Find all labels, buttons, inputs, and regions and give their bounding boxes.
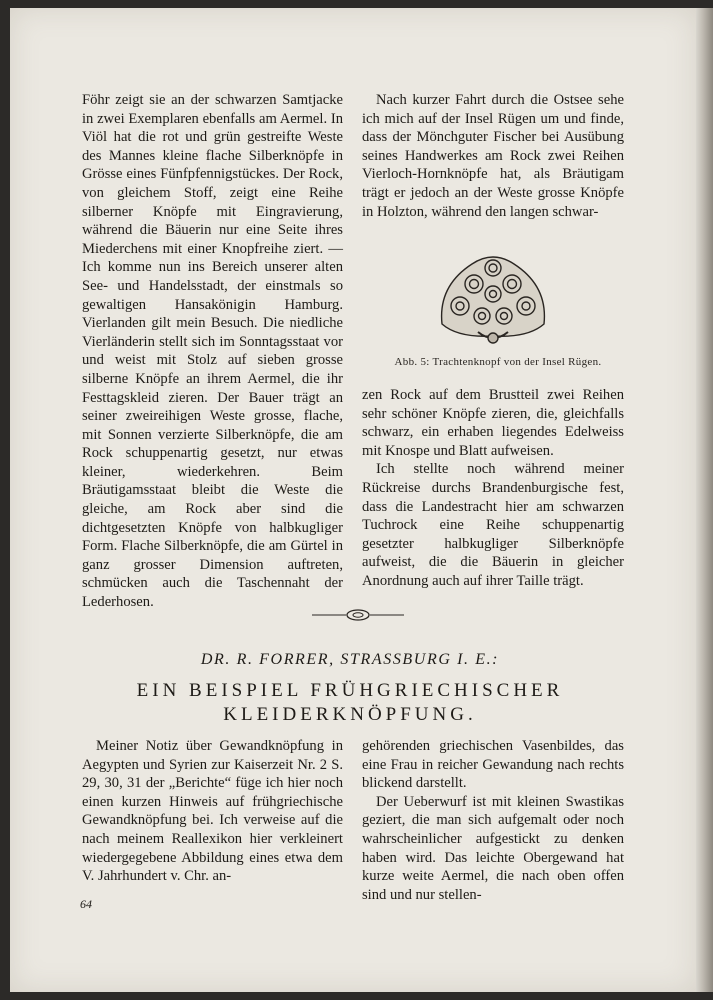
page-edge	[696, 8, 713, 992]
article-author: DR. R. FORRER, STRASSBURG I. E.:	[200, 651, 500, 668]
paragraph: Nach kurzer Fahrt durch die Ostsee sehe ich mich auf der Insel Rügen um und finde, dass der Mönchguter Fischer bei Ausübung seines Handwerkes am Rock zwei Reihen Vierloch-Hornknöpfe hat, als Bräutigam trägt er jedoch an der Weste grosse Knöpfe in Holzton, während den langen schwar-	[362, 92, 624, 220]
button-illustration	[432, 246, 554, 346]
right-column-top	[362, 91, 624, 221]
paragraph: Föhr zeigt sie an der schwarzen Samtjacke in zwei Exemplaren ebenfalls am Aermel. In Viöl hat die rot und grün gestreifte Weste des Mannes kleine flache Silberknöpfe in Grösse eines Fünfpfennigstückes. Der Rock, von gleichem Stoff, zeigt eine Reihe silberner Knöpfe mit Eingravierung, während die Bäuerin nur eine Seite ihres Miederchens mit einer Knopfreihe ziert. — Ich komme nun ins Bereich unserer alten See- und Handelsstadt, der einstmals so gewaltigen Hansakönigin Hamburg. Vierlanden gilt mein Besuch. Die niedliche Vierländerin stellt sich im Sonntagsstaat vor und weist mit Stolz auf sieben grosse silberne Knöpfe an ihrem Aermel, die ihr Festtagskleid zieren. Der Bauer trägt an seiner zweireihigen Weste grosse, flache, mit Sonnen verzierte Silberknöpfe, die am Rock schuppenartig gesetzt, nur etwas kleiner, wiederkehren. Beim Bräutigamsstaat bleibt die Weste die gleiche, am Rock aber sind die dichtgesetzten Knöpfe von halbkugliger Form. Flache Silberknöpfe, die am Gürtel in ganz grosser Dimension auftreten, schmücken auch die Taschennaht der Lederhosen.	[82, 92, 343, 611]
left-column-top	[82, 91, 343, 612]
paragraph: gehörenden griechischen Vasenbildes, das eine Frau in reicher Gewandung nach rechts blickend darstellt.	[362, 738, 624, 792]
paragraph: Ich stellte noch während meiner Rückreise durchs Brandenburgische fest, dass die Landestracht hier am schwarzen Tuchrock eine Reihe schuppenartig gesetzter halbkugliger Silberknöpfe aufweist, die die Bäuerin in gleicher Anordnung auch auf ihrer Taille trägt.	[362, 461, 624, 589]
article-title: EIN BEISPIEL FRÜHGRIECHISCHER KLEIDERKNÖPFUNG.	[136, 680, 564, 725]
article-right-column	[362, 737, 624, 904]
paragraph: Meiner Notiz über Gewandknöpfung in Aegypten und Syrien zur Kaiserzeit Nr. 2 S. 29, 30, 31 der „Berichte“ füge ich hier noch einen kurzen Hinweis auf frühgriechische Gewandknöpfung bei. Ich verweise auf die nach meinem Reallexikon hier verkleinert wiedergegebene Abbildung eines etwa dem V. Jahrhundert v. Chr. an-	[82, 738, 343, 885]
article-left-column	[82, 737, 343, 886]
page-number: 64	[80, 897, 92, 911]
ornament-divider	[312, 606, 404, 624]
figure-caption: Abb. 5: Trachtenknopf von der Insel Rügen.	[394, 356, 602, 368]
right-column-middle	[362, 386, 624, 591]
paragraph: Der Ueberwurf ist mit kleinen Swastikas geziert, die man sich aufgemalt oder noch wahrscheinlicher aufgestickt zu denken haben wird. Das leichte Obergewand hat kurze weite Aermel, die nach oben offen sind und nur stellen-	[362, 793, 624, 903]
paragraph: zen Rock auf dem Brustteil zwei Reihen sehr schöner Knöpfe zieren, die, gleichfalls schwarz, ein erhaben liegendes Edelweiss mit Knospe und Blatt aufweisen.	[362, 387, 624, 459]
